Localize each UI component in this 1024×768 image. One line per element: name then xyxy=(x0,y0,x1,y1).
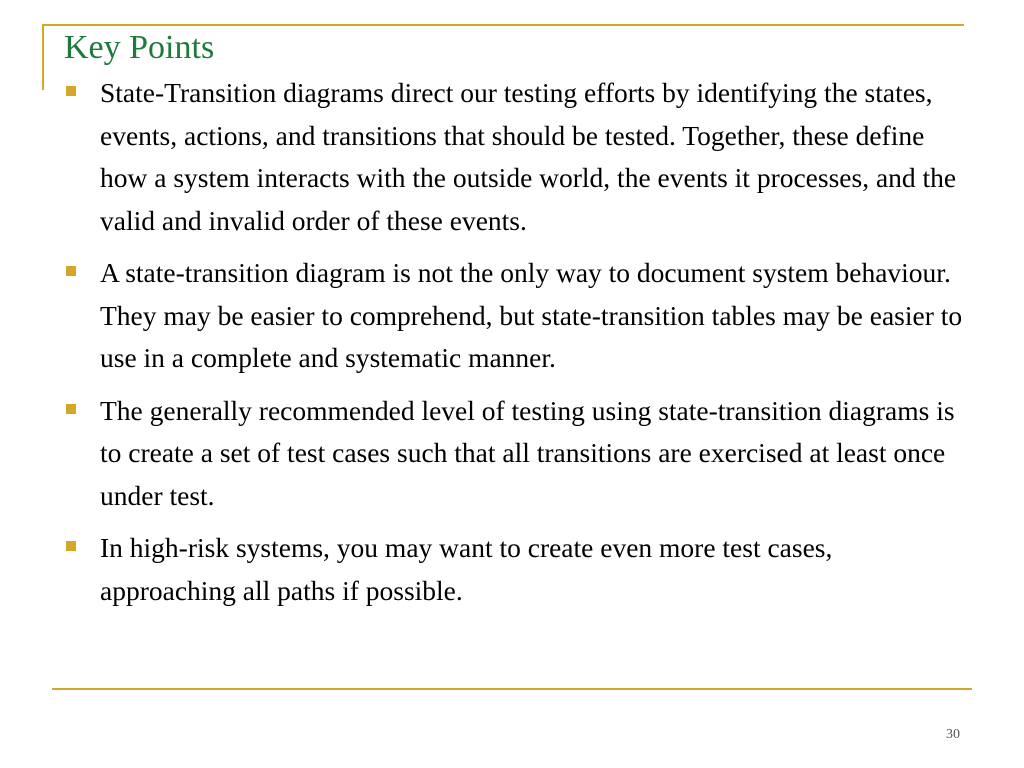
slide-title: Key Points xyxy=(64,29,215,66)
square-bullet-icon xyxy=(66,266,76,276)
bottom-rule xyxy=(52,688,972,690)
bullet-text: A state-transition diagram is not the only way to document system behaviour. They may be easier to comprehend, but state-transition tables may be easier to use in a complete and systematic manner. xyxy=(100,257,963,373)
top-rule xyxy=(42,24,964,26)
square-bullet-icon xyxy=(66,541,76,551)
bullet-point xyxy=(64,390,964,518)
square-bullet-icon xyxy=(66,404,76,414)
bullet-text: The generally recommended level of testing using state-transition diagrams is to create a set of test cases such that all transitions are exercised at least once under test. xyxy=(100,394,955,511)
bullet-point xyxy=(64,72,964,242)
page-number: 30 xyxy=(946,727,960,742)
square-bullet-icon xyxy=(66,86,76,96)
left-rule xyxy=(42,24,44,90)
bullet-list xyxy=(64,72,964,622)
bullet-text: State-Transition diagrams direct our testing efforts by identifying the states, events, actions, and transitions that should be tested. Together, these define how a system interacts with the outside world, the events it processes, and the valid and invalid order of these events. xyxy=(100,77,957,236)
bullet-text: In high-risk systems, you may want to create even more test cases, approaching all paths if possible. xyxy=(100,532,833,606)
bullet-point xyxy=(64,252,964,380)
bullet-point xyxy=(64,527,964,612)
